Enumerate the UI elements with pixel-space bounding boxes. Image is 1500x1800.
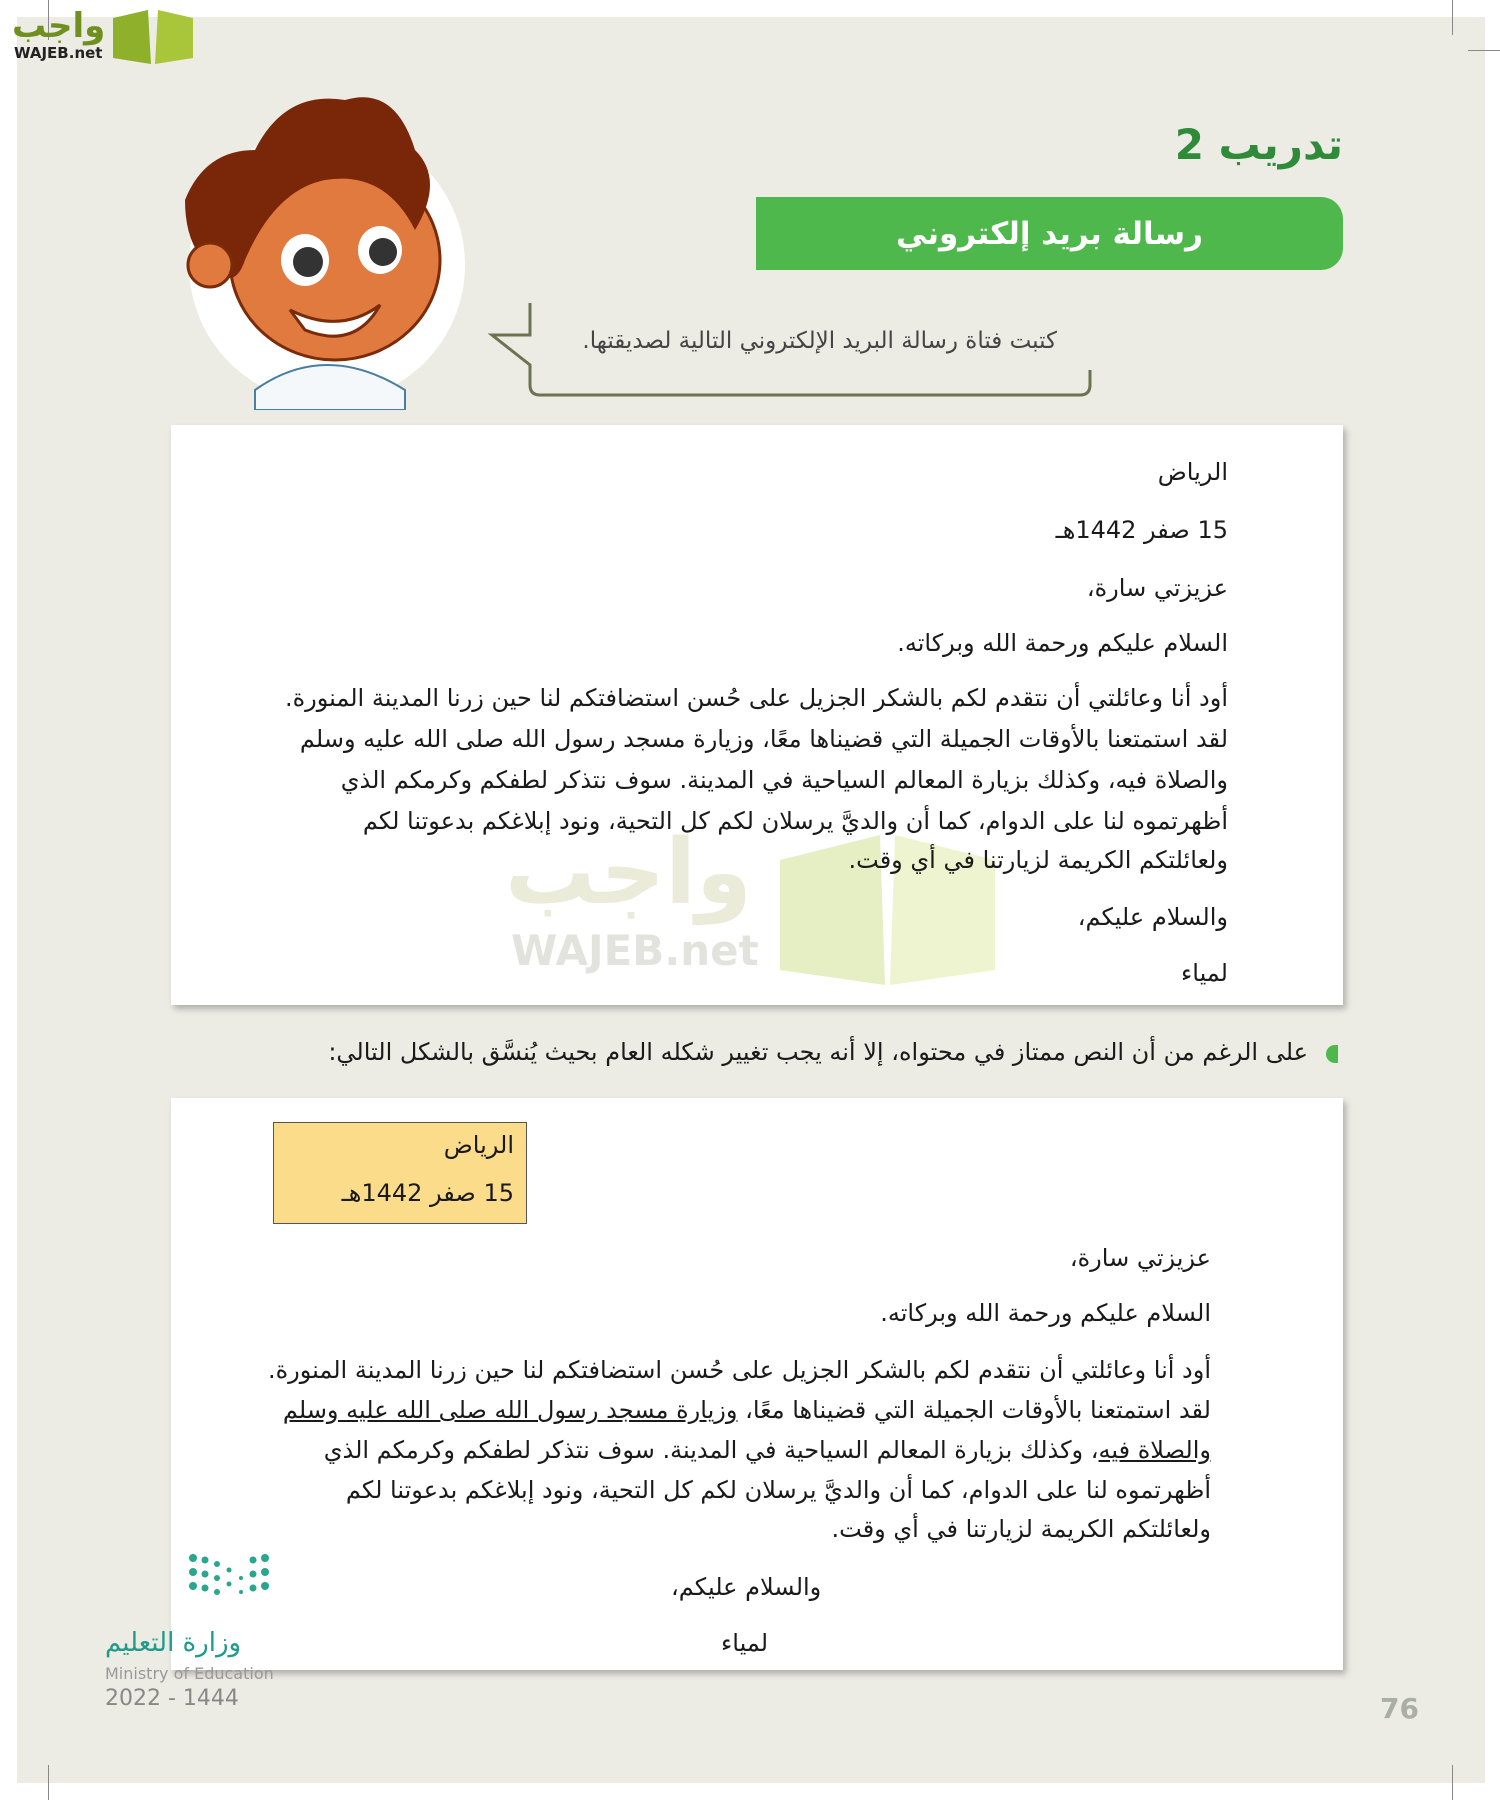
letter-body-line: والصلاة فيه، وكذلك بزيارة المعالم السياحية في المدينة. سوف نتذكر لطفكم وكرمكم الذي [340, 766, 1228, 794]
letter-body-line: ولعائلتكم الكريمة لزيارتنا في أي وقت. [831, 1515, 1211, 1543]
underlined-text: والصلاة فيه [1098, 1436, 1211, 1464]
body-text: ، وكذلك بزيارة المعالم السياحية في المدينة. سوف نتذكر لطفكم وكرمكم الذي [323, 1436, 1099, 1464]
ministry-english: Ministry of Education [105, 1664, 274, 1683]
letter-body-line: ولعائلتكم الكريمة لزيارتنا في أي وقت. [848, 846, 1228, 874]
boy-character-illustration [165, 90, 485, 410]
letter-closing: والسلام عليكم، [1077, 903, 1228, 931]
address-date-box [273, 1122, 527, 1224]
logo-latin: WAJEB.net [14, 44, 103, 62]
bubble-text: كتبت فتاة رسالة البريد الإلكتروني التالية لصديقتها. [582, 328, 1057, 354]
letter-salam: السلام عليكم ورحمة الله وبركاته. [880, 1299, 1211, 1327]
page-number: 76 [1380, 1692, 1419, 1725]
underlined-text: وزيارة مسجد رسول الله صلى الله عليه وسلم [282, 1396, 738, 1424]
letter-salam: السلام عليكم ورحمة الله وبركاته. [897, 629, 1228, 657]
letter-city: الرياض [443, 1131, 514, 1159]
watermark-latin: WAJEB.net [511, 926, 759, 975]
banner-title: رسالة بريد إلكتروني [896, 215, 1203, 252]
letter-body-line: أظهرتموه لنا على الدوام، كما أن والديَّ يرسلان لكم كل التحية، ونود إبلاغكم بدعوتنا لكم [362, 807, 1228, 835]
bullet-icon [1326, 1045, 1338, 1063]
original-letter [171, 425, 1343, 1005]
wajeb-logo [10, 6, 190, 66]
letter-closing: والسلام عليكم، [671, 1573, 822, 1601]
ministry-year: 2022 - 1444 [105, 1686, 239, 1711]
letter-body-line: أظهرتموه لنا على الدوام، كما أن والديَّ يرسلان لكم كل التحية، ونود إبلاغكم بدعوتنا لكم [345, 1476, 1211, 1504]
instruction-text: على الرغم من أن النص ممتاز في محتواه، إلا أنه يجب تغيير شكله العام بحيث يُنسَّق بالشكل التالي: [328, 1038, 1308, 1066]
letter-body-line: أود أنا وعائلتي أن نتقدم لكم بالشكر الجزيل على حُسن استضافتكم لنا حين زرنا المدينة المنورة. [284, 684, 1228, 712]
letter-city: الرياض [1157, 458, 1228, 486]
ministry-of-education-logo [100, 1550, 300, 1720]
letter-date: 15 صفر 1442هـ [341, 1179, 514, 1207]
letter-signature: لمياء [721, 1629, 769, 1657]
letter-body-line [324, 1436, 1211, 1464]
book-icon [108, 6, 198, 66]
crop-mark [1452, 1765, 1453, 1800]
crop-mark [48, 1765, 49, 1800]
watermark-arabic: واجب [505, 820, 752, 925]
body-text: لقد استمتعنا بالأوقات الجميلة التي قضيناها معًا، [737, 1396, 1211, 1424]
letter-greeting: عزيزتي سارة، [1069, 1244, 1211, 1272]
logo-arabic: واجب [12, 6, 106, 46]
letter-date: 15 صفر 1442هـ [1055, 516, 1228, 544]
exercise-title: تدريب 2 [1174, 120, 1343, 169]
lesson-banner [756, 197, 1343, 270]
letter-signature: لمياء [1180, 959, 1228, 987]
crop-mark [1468, 50, 1500, 51]
crop-mark [1452, 0, 1453, 35]
letter-greeting: عزيزتي سارة، [1086, 574, 1228, 602]
ministry-dots-icon [185, 1550, 355, 1610]
letter-body-line [283, 1396, 1211, 1424]
letter-body-line: لقد استمتعنا بالأوقات الجميلة التي قضيناها معًا، وزيارة مسجد رسول الله صلى الله عليه وسلم [299, 725, 1228, 753]
ministry-arabic: وزارة التعليم [105, 1628, 242, 1658]
letter-body-line: أود أنا وعائلتي أن نتقدم لكم بالشكر الجزيل على حُسن استضافتكم لنا حين زرنا المدينة المنورة. [267, 1356, 1211, 1384]
